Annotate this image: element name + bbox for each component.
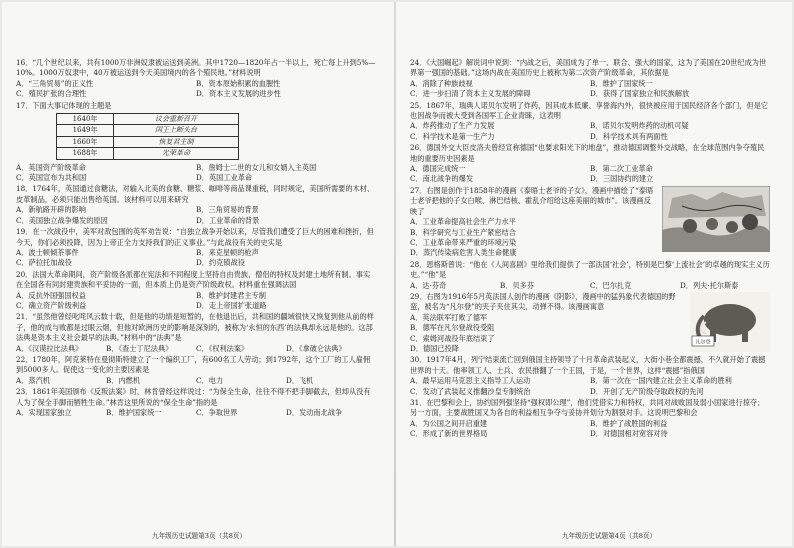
- page-fold: [394, 2, 396, 546]
- fig29-caption: 凡尔登: [695, 339, 711, 346]
- question-29: [410, 292, 770, 354]
- option-c: C．形成了新的世界格局: [410, 429, 488, 439]
- option-a: A．消除了种族歧视: [410, 78, 473, 88]
- option-c: C．《权利法案》: [196, 343, 249, 353]
- option-d: D．工业革命的背景: [196, 215, 260, 225]
- cartoon-thames-image: [662, 186, 770, 252]
- option-b: B．詹姆士二世的女儿和女婿入主英国: [196, 162, 317, 172]
- option-a: A．《汉谟拉比法典》: [16, 343, 83, 353]
- option-d: D．蒸汽传染病危害人类生命健康: [410, 248, 517, 258]
- question-28: [410, 260, 770, 291]
- option-d: D．《拿破仑法典》: [286, 343, 346, 353]
- option-d: D．三国协约的建立: [590, 174, 654, 184]
- question-30: [410, 355, 770, 397]
- question-19: [16, 227, 376, 269]
- table-row: [57, 125, 239, 136]
- table-cell-event: 国王上断头台: [114, 125, 239, 136]
- option-c: C．争取世界: [196, 408, 238, 417]
- table-cell-year: 1649年: [57, 125, 114, 136]
- option-b: B．德军在凡尔登战役受阻: [410, 323, 495, 333]
- question-stem: 21．“虽然他曾经叱咤风云数十载，但是他的功绩是短暂的，在他退出后，共和国的疆域很快又恢复到他从前的样子，他的成与败都是过眼云烟，但他对欧洲历史的影响是深刻的，被称为‘永恒的东西’的法典却永远是他的。这部法典是资本主义社会最早的法典。”材料中的“法典”是: [16, 312, 374, 343]
- option-d: D．对德国相对宽容对待: [590, 429, 668, 439]
- option-a: A．蒸汽机: [16, 375, 50, 385]
- right-column: [410, 58, 770, 441]
- option-c: C．索姆河战役年底结束了: [410, 333, 495, 343]
- option-d: D．英国工业革命: [196, 173, 253, 183]
- option-b: B．维护封建君主专制: [196, 290, 266, 300]
- table-row: [57, 114, 239, 125]
- option-b: B．第二次工业革命: [590, 164, 653, 174]
- option-c: C．确立资产阶级利益: [16, 300, 87, 310]
- option-c: C．电力: [196, 375, 224, 385]
- option-c: C．工业革命带来严重的环境污染: [410, 237, 517, 247]
- page-footer-right: 九年级历史试题第4页（共8页）: [562, 532, 657, 540]
- option-c: C．进一步扫清了资本主义发展的障碍: [410, 89, 531, 99]
- question-stem: 19．在一次战役中，美军对敌包围的英军劝告说：“自独立战争开始以来，尽管我们遭受了巨大的困难和挫折，但今天，你们必须投降，因为上帝正全力支持我们的正义事业。”与此战役有关的史实是: [16, 227, 374, 247]
- option-c: C．美国独立战争爆发的原因: [16, 215, 108, 225]
- option-a: A．实现国家独立: [16, 408, 72, 417]
- left-column: [16, 58, 376, 419]
- question-18: [16, 184, 376, 226]
- option-d: D．德国已投降: [410, 343, 459, 353]
- option-b: B．诺贝尔发明炸药的动机可疑: [590, 121, 689, 131]
- option-a: A．为公国之间开启重建: [410, 418, 488, 428]
- option-b: B．科学研究与工业生产紧密结合: [410, 227, 516, 237]
- option-b: B．资本原始积累的血腥性: [196, 78, 281, 88]
- question-21: [16, 312, 376, 354]
- question-stem: 28．恩格斯曾说：“他在《人间喜剧》里给我们提供了一部法国‘社会’，特别是巴黎‘上流社会’的卓越的现实主义历史。”“他”是: [410, 259, 770, 280]
- question-31: [410, 398, 770, 440]
- option-b: B．维护了国家统一: [590, 78, 653, 88]
- question-stem: 24．《大国崛起》解说词中说到：“内战之后，美国成为了单一、联合、强大的国家，这为了美国在20世纪成为世界第一强国的基础。”这场内战在美国历史上被称为第二次资产阶级革命，其依据是: [410, 58, 767, 78]
- option-c: C．发动了武装起义推翻沙皇专制统治: [410, 386, 531, 396]
- table-cell-year: 1660年: [57, 136, 114, 147]
- table-cell-year: 1688年: [57, 148, 114, 159]
- option-d: D．科学技术具有两面性: [590, 131, 668, 141]
- question-stem: 16．“几个世纪以来，共有1000万非洲奴隶被运送到美洲。其中1720—1820年占一半以上，死亡每上升到5%—10%。1000万奴隶中，40万被运送到今天美国境内的各个殖民地。”材料说明: [16, 58, 376, 78]
- option-a: A．反抗外国强国权益: [16, 290, 86, 300]
- option-d: D．获得了国家独立和民族解放: [590, 89, 690, 99]
- question-stem: 25．1867年，瑞典人诺贝尔发明了炸药，因其成本低廉、享誉海内外，很快被应用于国民经济各个部门，但是它也因战争而被大受到各国军工企业青睐，这表明: [410, 100, 769, 121]
- question-22: [16, 355, 376, 386]
- option-d: D．飞机: [286, 375, 314, 385]
- option-d: D．开创了无产阶级夺取政权的先河: [590, 386, 704, 396]
- option-c: C．萨拉托加战役: [16, 258, 72, 268]
- option-b: B．《查士丁尼法典》: [106, 343, 173, 353]
- question-27: [410, 186, 770, 259]
- page-footer-left: 九年级历史试题第3页（共8页）: [152, 532, 247, 540]
- option-b: B．内燃机: [106, 375, 141, 385]
- question-stem: 17．下面大事记体现的主题是: [16, 100, 112, 110]
- option-c: C．殖民扩张的合理性: [16, 89, 87, 99]
- option-a: A．炸药推动了生产力发展: [410, 121, 495, 131]
- option-c: C．英国宣布为共和国: [16, 173, 87, 183]
- table-cell-year: 1640年: [57, 114, 114, 125]
- option-b: B．维护国家统一: [106, 408, 162, 417]
- question-26: [410, 143, 770, 185]
- option-b: B．维护了战胜国的利益: [590, 418, 668, 428]
- question-stem: 23．1861年美国颁布《反叛法案》时，林肯曾经这样说过：“为保全生命，往往不得不把手脚截去，但却从没有人为了保全手脚而牺牲生命。”林肯这里所说的“保全生命”指的是: [16, 387, 371, 407]
- option-d: D．约克镇战役: [196, 258, 245, 268]
- question-stem: 31．在巴黎和会上，协约国列强坚持“强权即公理”，他们凭借实力和特权，共同对战败国及弱小国家进行掠夺；另一方面，主要战胜国又为各自的利益相互争夺与妥协并划分为割裂对手。这说明巴黎和会: [410, 398, 765, 418]
- option-b: B．来克星顿的枪声: [196, 247, 259, 257]
- table-cell-event: 议会重新召开: [114, 114, 239, 125]
- option-a: A．波士顿倾茶事件: [16, 247, 79, 257]
- option-d: D．列夫·托尔斯泰: [680, 280, 739, 290]
- cartoon-mammoth-image: [690, 292, 770, 352]
- table-cell-event: 光荣革命: [114, 148, 239, 159]
- option-c: C．巴尔扎克: [590, 280, 632, 290]
- events-table: [56, 113, 239, 160]
- option-d: D．走上帝国扩张道路: [196, 300, 267, 310]
- option-a: A．工业革命提高社会生产力水平: [410, 217, 516, 227]
- question-stem: 20．法国大革命期间，资产阶级各派都在宪法和不同程度上坚持自由贵族、僧侣的特权及封建土地所有制。事实在全国各有同封建贵族和平妥协的一面，但本质上仍是资产阶级政权。材料重在强调法国: [16, 269, 371, 290]
- question-stem: 27．右图是创作于1858年的漫画《泰晤士老爷的子女》，漫画中描绘了“泰晤士老爷把他的子女白喉、淋巴结核、霍乱介绍给这座美丽的城市”。该漫画反映了: [410, 185, 654, 216]
- option-a: A．“三角贸易”的正义性: [16, 78, 94, 88]
- option-d: D．资本主义发展的进步性: [196, 89, 281, 99]
- question-16: [16, 58, 376, 100]
- option-a: A．英国资产阶级革命: [16, 162, 86, 172]
- question-stem: 18．1764年，英国通过食糖法，对输入北美的食糖、糖浆、咖啡等商品课重税，同时规定，美国所需要的木材、皮革制品，必须只能出售给英国。该材料可以用来研究: [16, 184, 375, 204]
- table-row: [57, 136, 239, 147]
- option-a: A．达·芬奇: [410, 280, 447, 290]
- table-cell-event: 恢复君主制: [114, 136, 239, 147]
- question-stem: 26．德国外交大臣皮洛夫曾经宣称德国“也要求阳光下的地盘”，推动德国调整外交战略，在全球范围内争夺殖民地的重要历史因素是: [410, 143, 765, 163]
- option-a: A．德国完成统一: [410, 164, 466, 174]
- table-row: [57, 148, 239, 159]
- option-c: C．科学技术是第一生产力: [410, 131, 495, 141]
- question-24: [410, 58, 770, 100]
- question-25: [410, 101, 770, 143]
- option-b: B．三角贸易的背景: [196, 205, 259, 215]
- question-23: [16, 387, 376, 418]
- question-stem: 22．1780年，阿克莱特在曼彻斯特建立了一个编织工厂，有600名工人劳动；到1792年，这个工厂的工人雇佣到5000多人。促使这一变化的主要因素是: [16, 354, 371, 375]
- option-a: A．英法联军打败了德军: [410, 312, 488, 322]
- option-a: A．最早运用马克思主义指导工人运动: [410, 376, 531, 386]
- option-c: C．南北战争的爆发: [410, 174, 474, 184]
- option-d: D．发动南北战争: [286, 408, 343, 417]
- question-stem: 29．右图为1916年5月英法国人创作的漫画《阴影》，漫画中的猛犸象代表德国的野蛮，被名为“凡尔登”的夹子夹住其尖，动弹不得。该漫画寓意: [410, 291, 676, 312]
- question-20: [16, 270, 376, 312]
- option-b: B．第一次在一国内建立社会主义革命的胜利: [590, 376, 732, 386]
- question-stem: 30．1917年4月，列宁结束流亡回到俄国主持领导了十月革命武装起义，大街小巷全都震撼，不久就开始了震撼世界的十天。他率领工人、士兵、农民推翻了一个王国，于是，一个世界，这样“震撼”指俄国: [410, 355, 766, 375]
- exam-sheet: [2, 2, 792, 546]
- option-b: B．贝多芬: [500, 280, 535, 290]
- option-a: A．新航路开辟的影响: [16, 205, 86, 215]
- question-17: [16, 101, 376, 184]
